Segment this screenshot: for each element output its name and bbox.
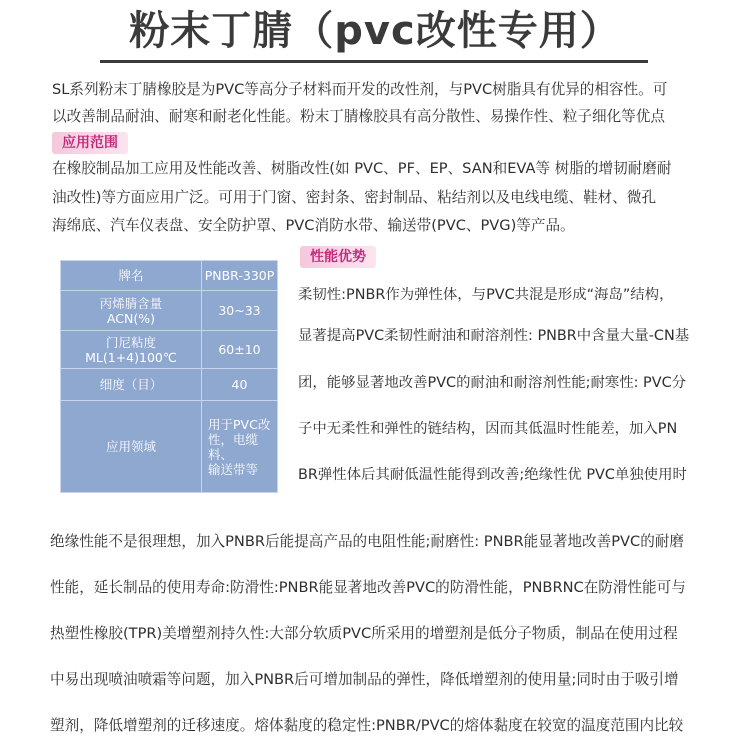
advantage-line-3: 热塑性橡胶(TPR)美增塑剂持久性:大部分软质PVC所采用的增塑剂是低分子物质，制品在使用过程 xyxy=(50,625,678,642)
intro-line-1: SL系列粉末丁腈橡胶是为PVC等高分子材料而开发的改性剂，与PVC树脂具有优异的相容性。可 xyxy=(52,81,668,98)
spec-label-acn: 丙烯腈含量 ACN(%) xyxy=(61,291,202,331)
advantage-line-2: 性能，延长制品的使用寿命:防滑性:PNBR能显著地改善PVC的防滑性能，PNBRNC在防滑性能可与 xyxy=(50,579,686,596)
spec-value-brand: PNBR-330P xyxy=(202,261,278,291)
advantages-tag: 性能优势 xyxy=(300,246,376,268)
application-line-2: 油改性)等方面应用广泛。可用于门窗、密封条、密封制品、粘结剂以及电线电缆、鞋材、微孔 xyxy=(52,189,657,206)
advantage-line-4: 中易出现喷油喷霜等问题，加入PNBR后可增加制品的弹性，降低增塑剂的使用量;同时由于吸引增 xyxy=(50,671,679,688)
application-tag: 应用范围 xyxy=(52,132,128,154)
advantage-side-line-4: 子中无柔性和弹性的链结构，因而其低温时性能差，加入PN xyxy=(298,421,678,437)
spec-label-brand: 牌名 xyxy=(61,261,202,291)
spec-label-application: 应用领域 xyxy=(61,401,202,493)
page-title: 粉末丁腈（pvc改性专用） xyxy=(129,8,621,54)
advantage-side-line-2: 显著提高PVC柔韧性耐油和耐溶剂性: PNBR中含量大量-CN基 xyxy=(298,328,690,344)
advantage-side-line-3: 团，能够显著地改善PVC的耐油和耐溶剂性能;耐寒性: PVC分 xyxy=(298,375,687,391)
spec-table xyxy=(60,260,278,492)
advantage-side-line-5: BR弹性体后其耐低温性能得到改善;绝缘性优 PVC单独使用时 xyxy=(298,467,687,483)
spec-value-acn: 30~33 xyxy=(202,291,278,331)
spec-value-mooney: 60±10 xyxy=(202,331,278,369)
intro-line-2: 以改善制品耐油、耐寒和耐老化性能。粉末丁腈橡胶具有高分散性、易操作性、粒子细化等优点 xyxy=(52,108,665,125)
advantage-side-line-1: 柔韧性:PNBR作为弹性体，与PVC共混是形成“海岛”结构， xyxy=(298,287,674,303)
title-underline xyxy=(100,60,648,63)
spec-value-mesh: 40 xyxy=(202,369,278,401)
application-line-3: 海绵底、汽车仪表盘、安全防护罩、PVC消防水带、输送带(PVC、PVG)等产品。 xyxy=(52,217,575,234)
advantage-line-5: 塑剂，降低增塑剂的迁移速度。熔体黏度的稳定性:PNBR/PVC的熔体黏度在较宽的温度范围内比较 xyxy=(50,717,684,734)
advantage-line-1: 绝缘性能不是很理想，加入PNBR后能提高产品的电阻性能;耐磨性: PNBR能显著地改善PVC的耐磨 xyxy=(50,533,684,550)
spec-label-mooney: 门尼粘度 ML(1+4)100℃ xyxy=(61,331,202,369)
application-line-1: 在橡胶制品加工应用及性能改善、树脂改性(如 PVC、PF、EP、SAN和EVA等 树脂的增韧耐磨耐 xyxy=(52,160,672,177)
spec-label-mesh: 细度（目） xyxy=(61,369,202,401)
spec-value-application: 用于PVC改 性，电缆料、 输送带等 xyxy=(202,401,278,493)
